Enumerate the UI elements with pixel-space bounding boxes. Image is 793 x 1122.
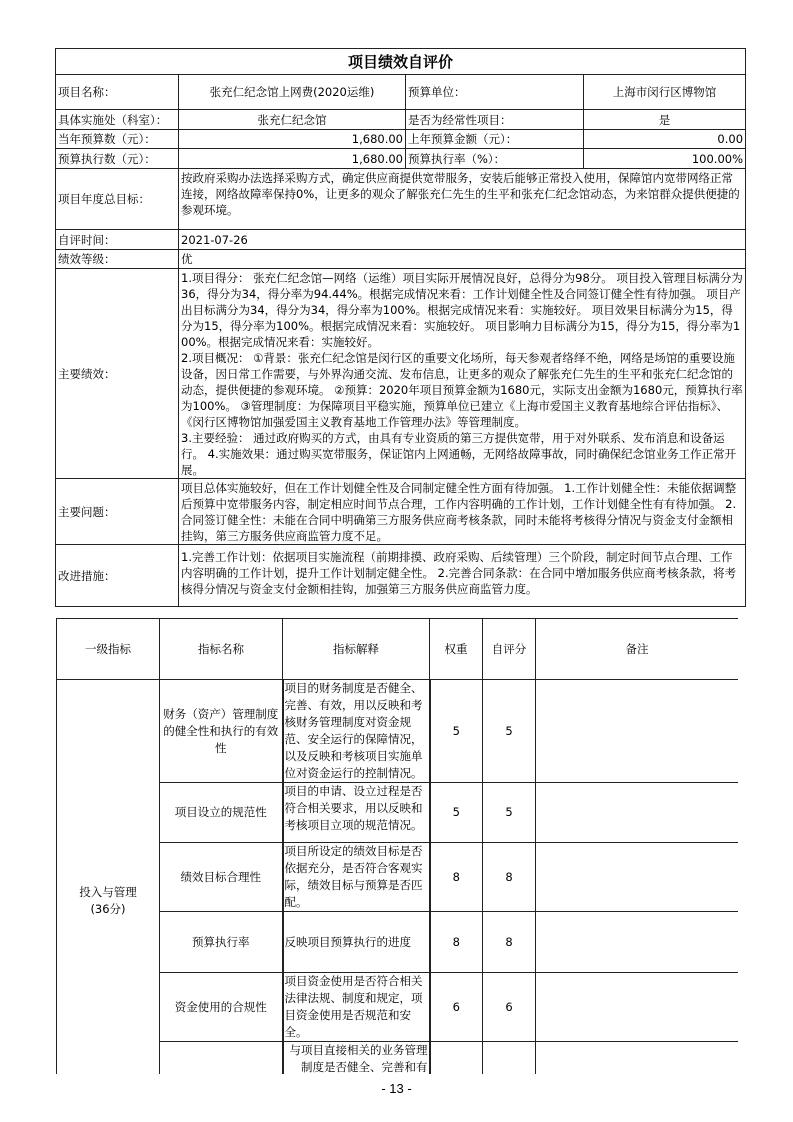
exec-amount-label: 预算执行数（元）：: [56, 149, 179, 169]
grade-label: 绩效等级：: [56, 250, 179, 269]
indicator-name: 预算执行率: [160, 912, 283, 973]
indicator-explain: 与项目直接相关的业务管理制度是否健全、完善和有: [283, 1042, 430, 1075]
goal-label: 项目年度总目标：: [56, 169, 179, 230]
problems-value: 项目总体实施较好，但在工作计划健全性及合同制定健全性方面有待加强。 1.工作计划健全性：未能依据调整后预算中宽带服务内容，制定相应时间节点合理，工作内容明确的工作计划，工作计划健全性有有待加强。 2.合同签订健全性：未能在合同中明确第三方服务供应商考核条款，同时未能将考核得分情况与资金支付金额相挂钩，第三方服务供应商监管力度不足。: [179, 479, 746, 545]
indicator-header-row: [57, 619, 739, 680]
indicator-score: 6: [483, 973, 536, 1042]
previous-budget-value: 0.00: [584, 130, 746, 149]
current-budget-value: 1,680.00: [179, 130, 406, 149]
indicator-weight: [430, 1042, 483, 1075]
table-row: [57, 843, 739, 912]
table-row: [57, 912, 739, 973]
performance-value: 1.项目得分： 张充仁纪念馆—网络（运维）项目实际开展情况良好，总得分为98分。 项目投入管理目标满分为36，得分为34，得分率为94.44%。根据完成情况来看：工作计划健全性及合同签订健全性有待加强。 项目产出目标满分为34，得分为34，得分率为100%。根据完成情况来看：实施较好。 项目效果目标满分为15，得分为15，得分率为100%。根据完成情况来看：实施较好。 项目影响力目标满分为15，得分为15，得分率为100%。根据完成情况来看：实施较好。 2.项目概况： ①背景：张充仁纪念馆是闵行区的重要文化场所，每天参观者络绎不绝，网络是场馆的重要设施设备，因日常工作需要，与外界沟通交流、发布信息，让更多的观众了解张充仁先生的生平和张充仁纪念馆的动态，提供便捷的参观环境。 ②预算：2020年项目预算金额为1680元，实际支出金额为1680元，预算执行率为100%。 ③管理制度：为保障项目平稳实施，预算单位已建立《上海市爱国主义教育基地综合评估指标》、《闵行区博物馆加强爱国主义教育基地工作管理办法》等管理制度。 3.主要经验： 通过政府购买的方式，由具有专业资质的第三方提供宽带，用于对外联系、发布消息和设备运行。 4.实施效果：通过购买宽带服务，保证馆内上网通畅，无网络故障事故，同时确保纪念馆业务工作正常开展。: [179, 269, 746, 479]
indicator-name: 项目设立的规范性: [160, 783, 283, 843]
goal-value: 按政府采购办法选择采购方式，确定供应商提供宽带服务，安装后能够正常投入使用，保障馆内宽带网络正常连接，网络故障率保持0%，让更多的观众了解张充仁先生的生平和张充仁纪念馆动态，为来馆群众提供便捷的参观环境。: [179, 169, 746, 230]
indicator-table-wrap: [56, 618, 738, 1074]
indicator-explain: 反映项目预算执行的进度: [283, 912, 430, 973]
indicator-weight: 5: [430, 783, 483, 843]
exec-rate-label: 预算执行率（%）：: [406, 149, 584, 169]
dept-value: 张充仁纪念馆: [179, 110, 406, 130]
header-level1: 一级指标: [57, 619, 160, 680]
indicator-weight: 8: [430, 843, 483, 912]
indicator-note: [536, 843, 739, 912]
budget-unit-label: 预算单位：: [406, 75, 584, 110]
indicator-note: [536, 783, 739, 843]
eval-time-label: 自评时间：: [56, 230, 179, 250]
indicator-weight: 8: [430, 912, 483, 973]
indicator-name: 财务（资产）管理制度的健全性和执行的有效性: [160, 680, 283, 783]
indicator-score: 5: [483, 680, 536, 783]
page-number: - 13 -: [381, 1081, 412, 1096]
indicator-score: 8: [483, 912, 536, 973]
header-note: 备注: [536, 619, 739, 680]
header-name: 指标名称: [160, 619, 283, 680]
table-row: [57, 680, 739, 783]
indicator-explain: 项目的财务制度是否健全、完善、有效，用以反映和考核财务管理制度对资金规范、安全运行的保障情况，以及反映和考核项目实施单位对资金运行的控制情况。: [283, 680, 430, 783]
table-title: 项目绩效自评价: [56, 49, 746, 75]
improve-value: 1.完善工作计划：依据项目实施流程（前期排摸、政府采购、后续管理）三个阶段，制定时间节点合理、工作内容明确的工作计划，提升工作计划制定健全性。 2.完善合同条款：在合同中增加服务供应商考核条款，将考核得分情况与资金支付金额相挂钩，加强第三方服务供应商监管力度。: [179, 545, 746, 607]
recurring-label: 是否为经常性项目：: [406, 110, 584, 130]
table-row: [57, 1042, 739, 1075]
header-explain: 指标解释: [283, 619, 430, 680]
indicator-name: 资金使用的合规性: [160, 973, 283, 1042]
indicator-explain: 项目所设定的绩效目标是否依据充分，是否符合客观实际，绩效目标与预算是否匹配。: [283, 843, 430, 912]
recurring-value: 是: [584, 110, 746, 130]
improve-label: 改进措施：: [56, 545, 179, 607]
indicator-note: [536, 680, 739, 783]
exec-rate-value: 100.00%: [584, 149, 746, 169]
header-weight: 权重: [430, 619, 483, 680]
header-score: 自评分: [483, 619, 536, 680]
indicator-name: 绩效目标合理性: [160, 843, 283, 912]
problems-label: 主要问题：: [56, 479, 179, 545]
table-row: [57, 783, 739, 843]
performance-label: 主要绩效：: [56, 269, 179, 479]
indicator-name: [160, 1042, 283, 1075]
project-name-value: 张充仁纪念馆上网费(2020运维): [179, 75, 406, 110]
exec-amount-value: 1,680.00: [179, 149, 406, 169]
indicator-explain: 项目的申请、设立过程是否符合相关要求，用以反映和考核项目立项的规范情况。: [283, 783, 430, 843]
current-budget-label: 当年预算数（元）：: [56, 130, 179, 149]
indicator-score: 8: [483, 843, 536, 912]
indicator-score: [483, 1042, 536, 1075]
group-investment-management: 投入与管理 (36分): [57, 680, 160, 1075]
self-evaluation-table: [55, 48, 746, 607]
dept-label: 具体实施处（科室）：: [56, 110, 179, 130]
indicator-weight: 6: [430, 973, 483, 1042]
indicator-note: [536, 1042, 739, 1075]
grade-value: 优: [179, 250, 746, 269]
indicator-weight: 5: [430, 680, 483, 783]
table-row: [57, 973, 739, 1042]
eval-time-value: 2021-07-26: [179, 230, 746, 250]
project-name-label: 项目名称：: [56, 75, 179, 110]
previous-budget-label: 上年预算金额（元）：: [406, 130, 584, 149]
indicator-explain: 项目资金使用是否符合相关法律法规、制度和规定，项目资金使用是否规范和安全。: [283, 973, 430, 1042]
indicator-note: [536, 912, 739, 973]
budget-unit-value: 上海市闵行区博物馆: [584, 75, 746, 110]
indicator-table: [56, 618, 738, 1074]
indicator-score: 5: [483, 783, 536, 843]
indicator-note: [536, 973, 739, 1042]
